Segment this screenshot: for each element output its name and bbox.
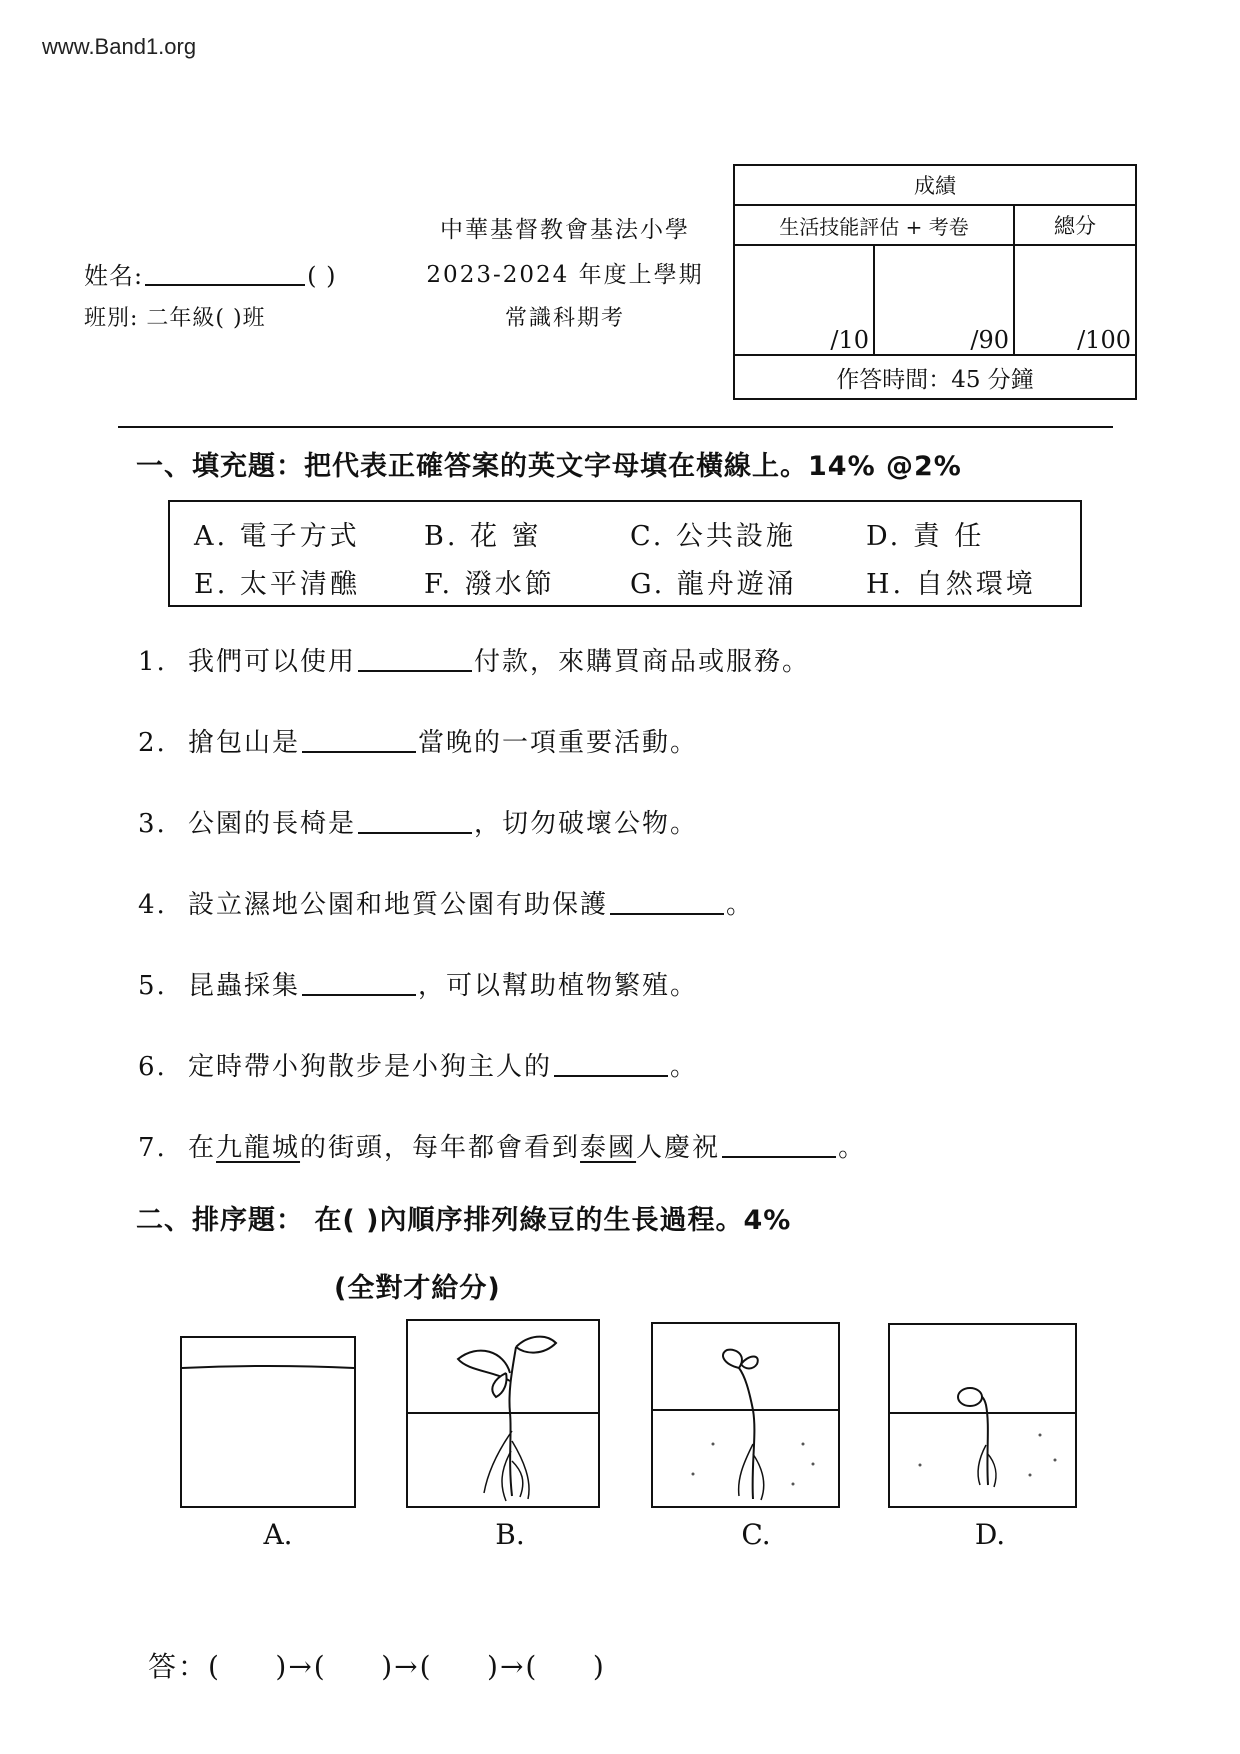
question-text: 昆蟲採集 (188, 971, 301, 1001)
seedling-mature-icon (408, 1321, 598, 1506)
section2-title: 二、排序題： 在( )內順序排列綠豆的生長過程。4% (136, 1205, 792, 1236)
answer-blank[interactable] (302, 727, 416, 753)
question-6 (138, 1046, 698, 1083)
plant-picture-b (406, 1319, 600, 1508)
score-col-total: 總分 (1014, 205, 1136, 245)
watermark: www.Band1.org (42, 34, 197, 59)
picture-label-a: A. (263, 1518, 293, 1551)
place-name: 泰國 (580, 1133, 637, 1163)
class-label: 班別: 二年級( )班 (84, 306, 266, 331)
picture-label-b: B. (495, 1518, 525, 1551)
question-7 (138, 1127, 866, 1164)
section2-note: (全對才給分) (334, 1273, 501, 1304)
question-number: 7. (138, 1133, 167, 1163)
question-text: 。 (726, 890, 755, 920)
picture-label-c: C. (741, 1518, 771, 1551)
answer-sequence[interactable]: 答：( )→( )→( )→( ) (148, 1650, 606, 1683)
name-field-row (84, 256, 336, 291)
score-skills-cell[interactable]: /10 (734, 245, 874, 355)
seedling-young-icon (653, 1324, 838, 1506)
option-c: C. 公共設施 (630, 521, 796, 552)
option-f: F. 潑水節 (424, 569, 555, 600)
question-text: 公園的長椅是 (188, 809, 357, 839)
question-text: 定時帶小狗散步是小狗主人的 (188, 1052, 553, 1082)
score-total-cell[interactable]: /100 (1014, 245, 1136, 355)
question-number: 1. (138, 647, 167, 677)
question-2 (138, 722, 698, 759)
question-text: 付款，來購買商品或服務。 (474, 647, 811, 677)
question-3 (138, 803, 698, 840)
seed-sprouting-icon (890, 1325, 1075, 1506)
answer-blank[interactable] (722, 1132, 836, 1158)
answer-blank[interactable] (358, 646, 472, 672)
option-a: A. 電子方式 (194, 521, 360, 552)
soil-icon (182, 1338, 354, 1506)
question-text: 。 (670, 1052, 699, 1082)
question-number: 6. (138, 1052, 167, 1082)
exam-title: 常識科期考 (504, 306, 625, 331)
answer-blank[interactable] (358, 808, 472, 834)
score-paper-cell[interactable]: /90 (874, 245, 1014, 355)
answer-blank[interactable] (554, 1051, 668, 1077)
plant-picture-d (888, 1323, 1077, 1508)
option-box (168, 500, 1082, 607)
name-label: 姓名: (84, 262, 144, 290)
answer-blank[interactable] (302, 970, 416, 996)
question-number: 4. (138, 890, 167, 920)
question-5 (138, 965, 698, 1002)
question-number: 3. (138, 809, 167, 839)
school-name: 中華基督教會基法小學 (440, 217, 690, 243)
option-d: D. 責 任 (866, 521, 985, 552)
name-blank[interactable] (145, 260, 305, 286)
question-text: 的街頭，每年都會看到 (300, 1133, 581, 1163)
question-text: 。 (838, 1133, 867, 1163)
question-text: 人慶祝 (636, 1133, 721, 1163)
question-number: 2. (138, 728, 167, 758)
option-h: H. 自然環境 (866, 569, 1036, 600)
question-1 (138, 641, 810, 678)
section1-title: 一、填充題：把代表正確答案的英文字母填在橫線上。14% @2% (136, 451, 962, 482)
plant-picture-c (651, 1322, 840, 1508)
exam-time: 作答時間：45 分鐘 (734, 355, 1136, 399)
question-text: ，可以幫助植物繁殖。 (418, 971, 699, 1001)
plant-picture-a (180, 1336, 356, 1508)
question-text: 當晚的一項重要活動。 (418, 728, 699, 758)
place-name: 九龍城 (216, 1133, 301, 1163)
question-text: ，切勿破壞公物。 (474, 809, 699, 839)
score-col-skills: 生活技能評估 + 考卷 (734, 205, 1014, 245)
name-number-paren: ( ) (307, 262, 337, 290)
score-table (733, 164, 1137, 400)
school-year: 2023-2024 年度上學期 (426, 262, 704, 288)
picture-label-d: D. (974, 1518, 1006, 1551)
question-text: 在 (188, 1133, 217, 1163)
divider-line (118, 426, 1113, 428)
score-header: 成績 (734, 165, 1136, 205)
option-b: B. 花 蜜 (424, 521, 542, 552)
question-number: 5. (138, 971, 167, 1001)
question-4 (138, 884, 754, 921)
question-text: 設立濕地公園和地質公園有助保護 (188, 890, 609, 920)
option-g: G. 龍舟遊涌 (630, 569, 797, 600)
answer-blank[interactable] (610, 889, 724, 915)
option-e: E. 太平清醮 (194, 569, 360, 600)
question-text: 搶包山是 (188, 728, 301, 758)
question-text: 我們可以使用 (188, 647, 357, 677)
